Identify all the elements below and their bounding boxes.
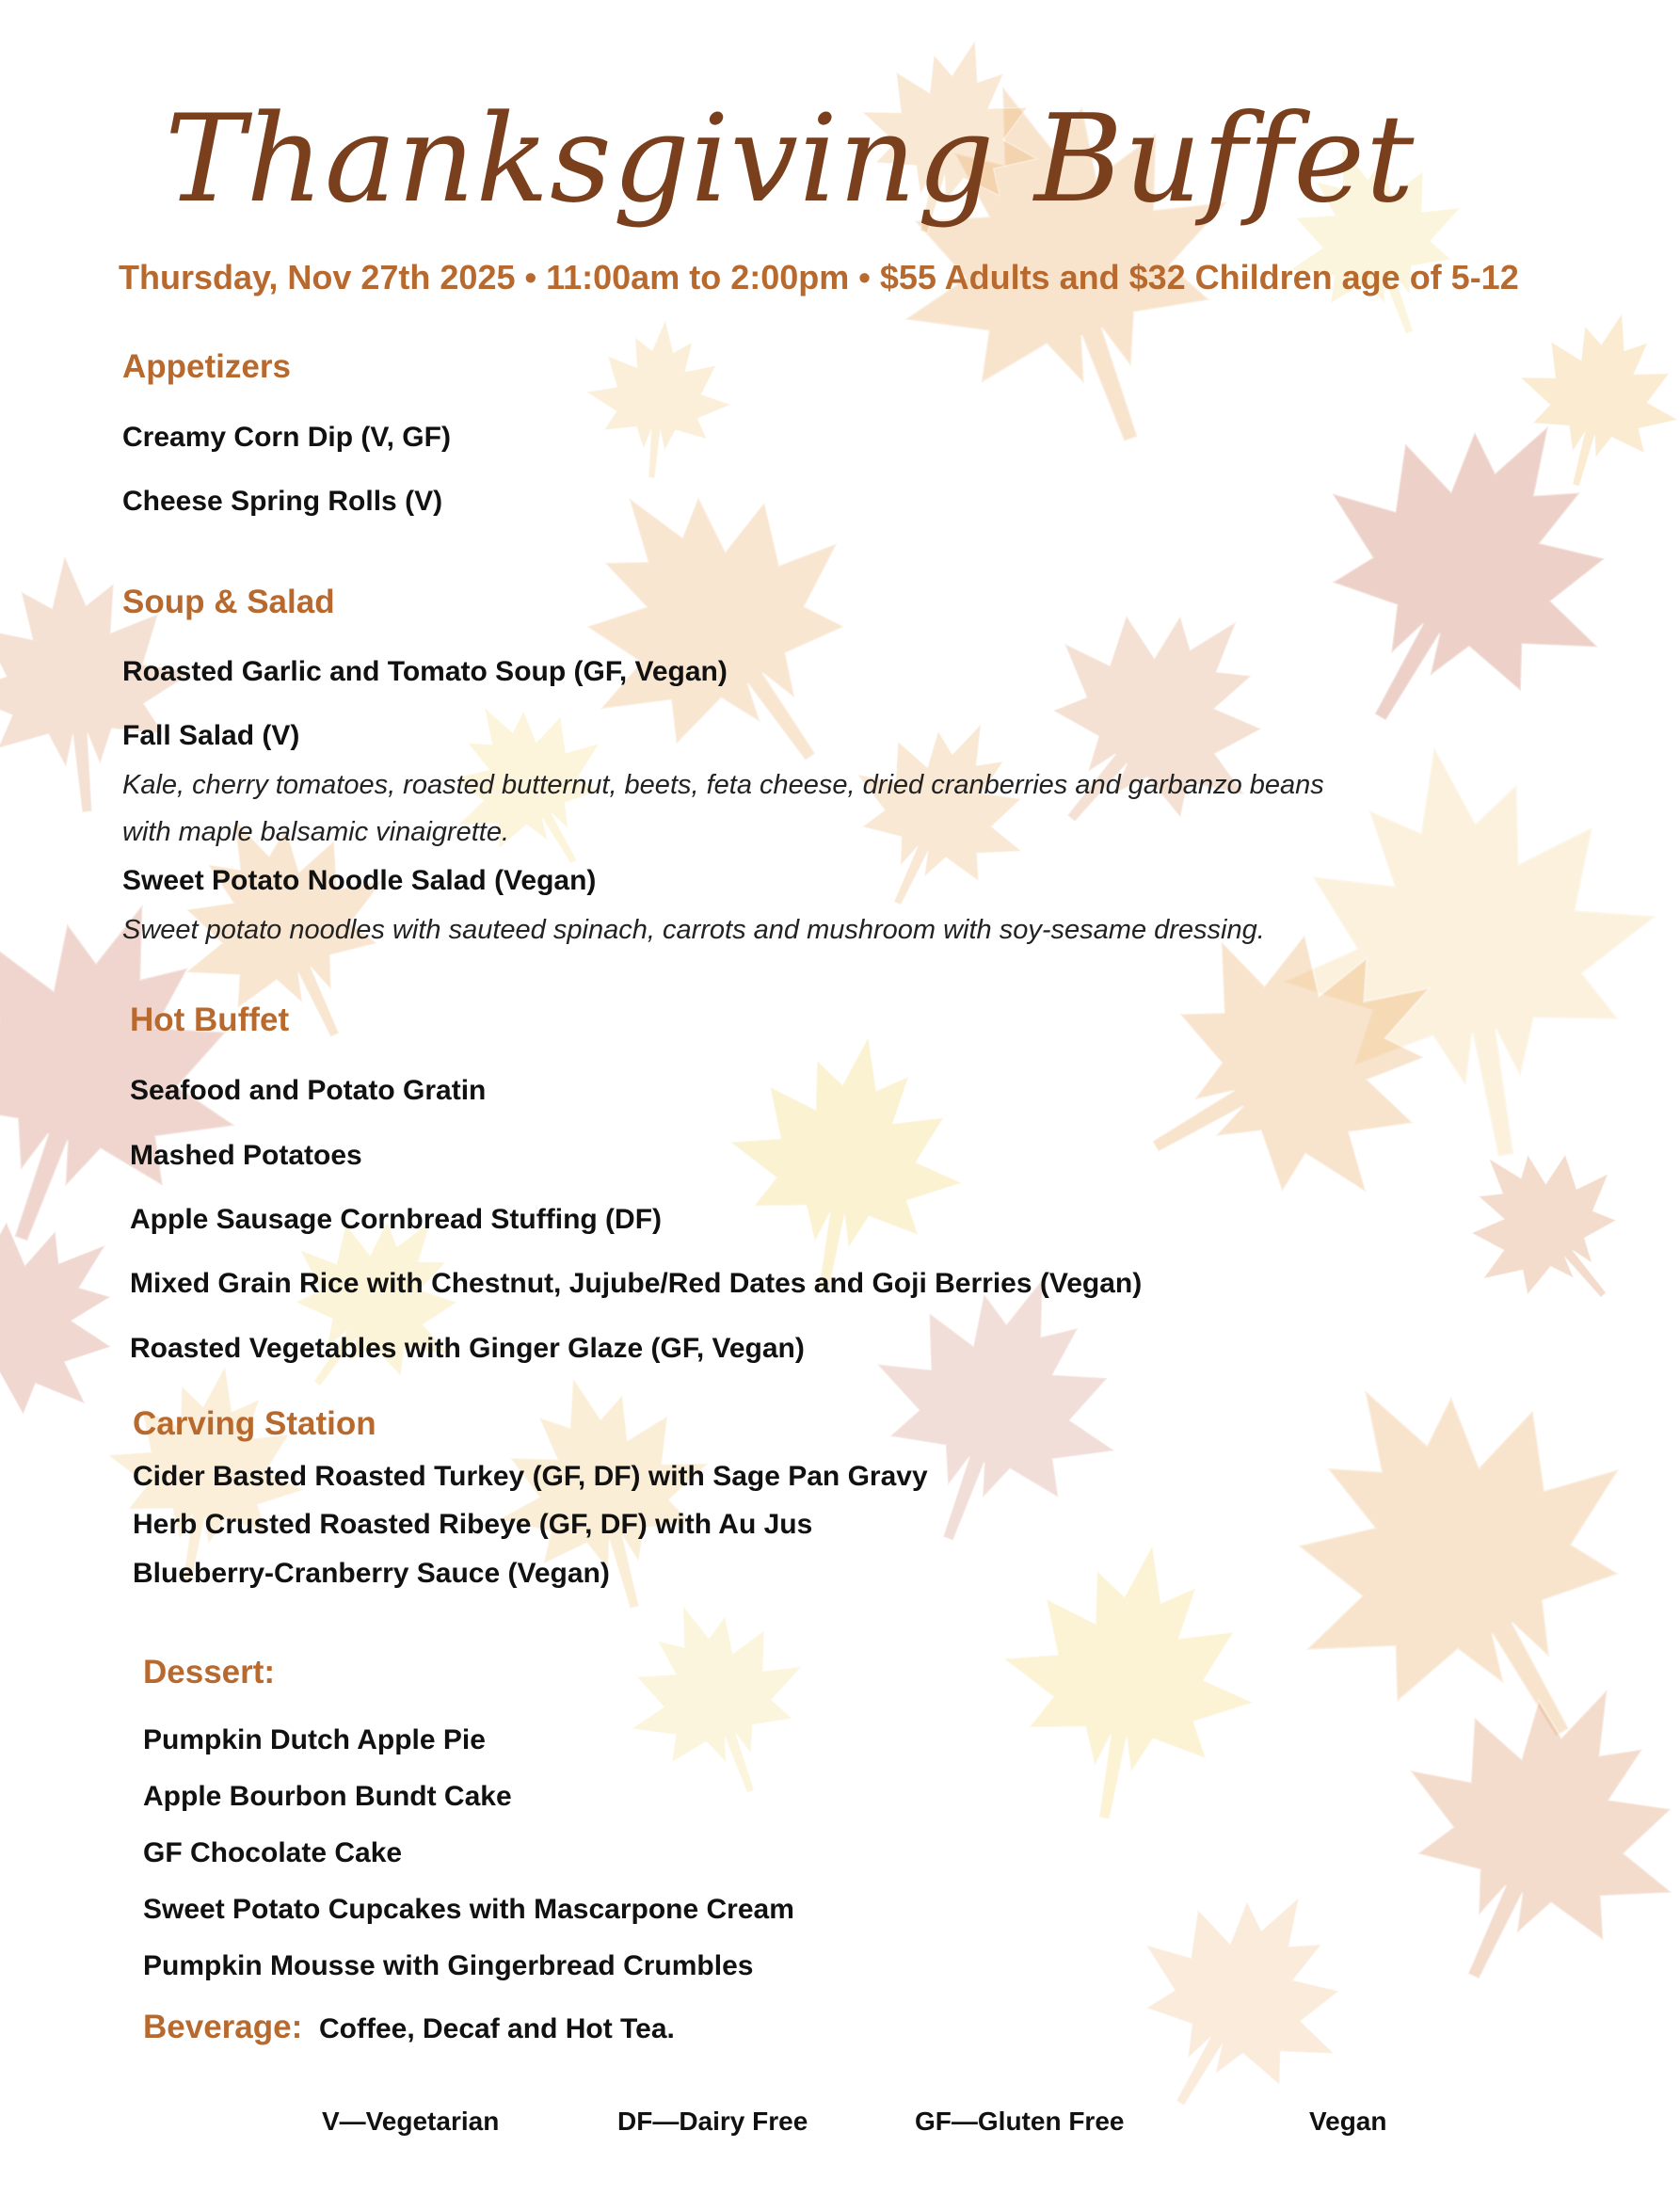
menu-item: Fall Salad (V) bbox=[122, 720, 300, 751]
menu-item: Blueberry-Cranberry Sauce (Vegan) bbox=[133, 1558, 610, 1589]
menu-item-description: with maple balsamic vinaigrette. bbox=[122, 817, 510, 847]
event-details: Thursday, Nov 27th 2025 • 11:00am to 2:00pm • $55 Adults and $32 Children age of 5-12 bbox=[119, 258, 1519, 296]
menu-item: GF Chocolate Cake bbox=[143, 1837, 403, 1868]
menu-item: Seafood and Potato Gratin bbox=[130, 1075, 487, 1106]
legend-dairy-free: DF—Dairy Free bbox=[617, 2107, 808, 2136]
legend-vegan: Vegan bbox=[1309, 2107, 1387, 2136]
page-title: Thanksgiving Buffet bbox=[165, 89, 1416, 230]
menu-item: Apple Bourbon Bundt Cake bbox=[143, 1781, 512, 1812]
menu-item: Mixed Grain Rice with Chestnut, Jujube/Red Dates and Goji Berries (Vegan) bbox=[130, 1268, 1143, 1299]
menu-item-description: Kale, cherry tomatoes, roasted butternut, beets, feta cheese, dried cranberries and garbanzo beans bbox=[122, 770, 1324, 800]
menu-item: Roasted Vegetables with Ginger Glaze (GF, Vegan) bbox=[130, 1333, 805, 1364]
menu-item: Creamy Corn Dip (V, GF) bbox=[122, 422, 451, 453]
menu-item: Sweet Potato Noodle Salad (Vegan) bbox=[122, 865, 597, 896]
menu-item: Roasted Garlic and Tomato Soup (GF, Vegan) bbox=[122, 656, 728, 687]
menu-item: Mashed Potatoes bbox=[130, 1140, 362, 1171]
menu-item: Sweet Potato Cupcakes with Mascarpone Cream bbox=[143, 1894, 794, 1925]
menu-item-description: Sweet potato noodles with sauteed spinach, carrots and mushroom with soy-sesame dressing. bbox=[122, 915, 1265, 945]
beverage-label: Beverage: bbox=[143, 2009, 303, 2045]
section-heading-hot-buffet: Hot Buffet bbox=[130, 1001, 290, 1038]
section-heading-soup-salad: Soup & Salad bbox=[122, 584, 335, 620]
menu-item: Pumpkin Mousse with Gingerbread Crumbles bbox=[143, 1950, 754, 1981]
menu-item: Apple Sausage Cornbread Stuffing (DF) bbox=[130, 1204, 663, 1235]
section-heading-appetizers: Appetizers bbox=[122, 348, 291, 385]
menu-item: Cheese Spring Rolls (V) bbox=[122, 486, 443, 517]
section-heading-dessert: Dessert: bbox=[143, 1654, 276, 1690]
beverage-text: Coffee, Decaf and Hot Tea. bbox=[319, 2013, 675, 2044]
legend-vegetarian: V—Vegetarian bbox=[322, 2107, 500, 2136]
menu-item: Herb Crusted Roasted Ribeye (GF, DF) with Au Jus bbox=[133, 1509, 813, 1540]
legend-gluten-free: GF—Gluten Free bbox=[915, 2107, 1125, 2136]
section-heading-carving-station: Carving Station bbox=[133, 1405, 376, 1442]
menu-item: Cider Basted Roasted Turkey (GF, DF) with Sage Pan Gravy bbox=[133, 1461, 928, 1492]
menu-item: Pumpkin Dutch Apple Pie bbox=[143, 1724, 486, 1755]
